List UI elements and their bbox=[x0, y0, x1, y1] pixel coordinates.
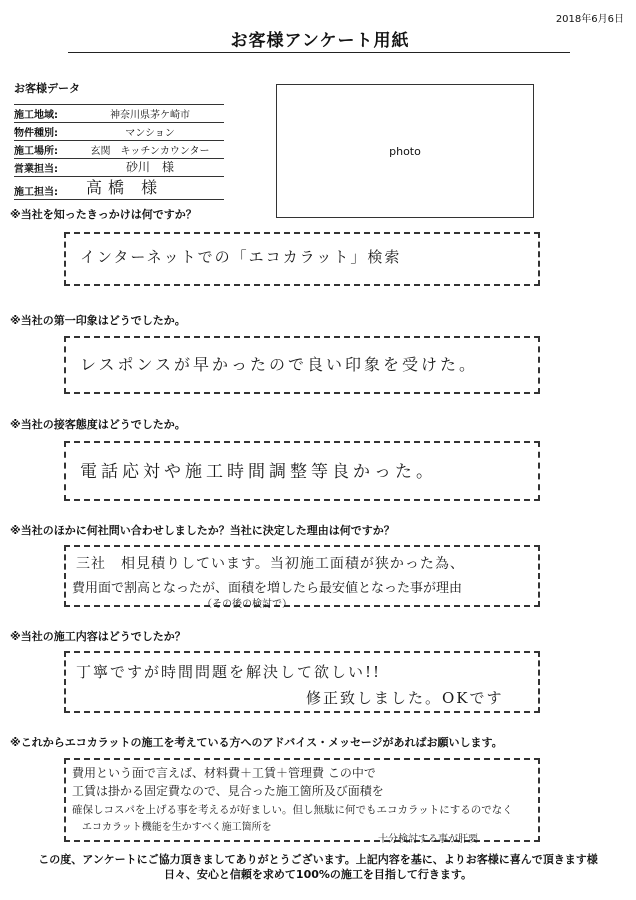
footer-line-2: 日々、安心と信頼を求めて100%の施工を目指して行きます。 bbox=[163, 868, 473, 881]
customer-data-heading: お客様データ bbox=[14, 82, 80, 95]
answer-line: 修正致しました。OKです bbox=[306, 689, 504, 707]
question-3: ※当社の接客態度はどうでしたか。 bbox=[10, 418, 186, 431]
info-label: 施工地域: bbox=[14, 110, 58, 121]
answer-box-6 bbox=[64, 758, 540, 845]
question-2: ※当社の第一印象はどうでしたか。 bbox=[10, 314, 186, 327]
answer-line: 丁寧ですが時間問題を解決して欲しい!! bbox=[76, 663, 382, 681]
answer-line: 確保しコスパを上げる事を考えるが好ましい。但し無駄に何でもエコカラットにするのでなく bbox=[72, 804, 513, 816]
info-value: 砂川 様 bbox=[125, 160, 174, 174]
photo-placeholder bbox=[276, 84, 534, 218]
question-1: ※当社を知ったきっかけは何ですか？ bbox=[10, 208, 197, 221]
info-value: 神奈川県茅ケ崎市 bbox=[110, 110, 190, 121]
info-row-area bbox=[14, 105, 224, 123]
answer-line: 費用という面で言えば、材料費＋工賃＋管理費 この中で bbox=[72, 766, 376, 780]
answer-line: エコカラット機能を生かすべく施工箇所を bbox=[82, 822, 272, 833]
info-row-location bbox=[14, 141, 224, 159]
info-label: 施工担当: bbox=[14, 187, 58, 198]
info-value: 高橋 様 bbox=[86, 178, 164, 197]
answer-line: レスポンスが早かったので良い印象を受けた。 bbox=[80, 355, 479, 374]
info-value: マンション bbox=[125, 128, 175, 139]
answer-box-1 bbox=[64, 232, 540, 286]
answer-box-4 bbox=[64, 545, 540, 610]
answer-line: 三社 相見積りしています。当初施工面積が狭かった為、 bbox=[76, 556, 465, 572]
title-underline bbox=[68, 52, 570, 53]
footer-message bbox=[0, 852, 636, 882]
info-row-installer bbox=[14, 177, 224, 200]
info-value: 玄関 キッチンカウンター bbox=[90, 146, 210, 157]
info-label: 施工場所: bbox=[14, 146, 58, 157]
answer-box-3 bbox=[64, 441, 540, 501]
answer-box-2 bbox=[64, 336, 540, 394]
question-6: ※これからエコカラットの施工を考えている方へのアドバイス・メッセージがあればお願いします。 bbox=[10, 736, 503, 749]
customer-info-table bbox=[14, 104, 224, 200]
survey-date: 2018年6月6日 bbox=[555, 14, 624, 25]
photo-label: photo bbox=[389, 144, 421, 158]
question-4: ※当社のほかに何社問い合わせしましたか？当社に決定した理由は何ですか？ bbox=[10, 524, 395, 537]
answer-line: 十分検討する事が肝要 bbox=[378, 834, 478, 845]
question-5: ※当社の施工内容はどうでしたか？ bbox=[10, 630, 186, 643]
answer-line: 工賃は掛かる固定費なので、見合った施工箇所及び面積を bbox=[72, 784, 384, 798]
answer-line: 電話応対や施工時間調整等良かった。 bbox=[80, 462, 437, 482]
info-row-property-type bbox=[14, 123, 224, 141]
answer-line: 費用面で割高となったが、面積を増したら最安値となった事が理由 bbox=[72, 581, 463, 596]
answer-box-5 bbox=[64, 651, 540, 713]
info-label: 営業担当: bbox=[14, 164, 58, 175]
page-title: お客様アンケート用紙 bbox=[230, 31, 410, 51]
footer-line-1: この度、アンケートにご協力頂きましてありがとうございます。上記内容を基に、よりお客様に喜んで頂きます様 bbox=[38, 853, 598, 866]
answer-line: インターネットでの「エコカラット」検索 bbox=[80, 248, 402, 266]
info-label: 物件種別: bbox=[14, 128, 58, 139]
answer-annotation: （その後の検討で） bbox=[202, 599, 292, 610]
